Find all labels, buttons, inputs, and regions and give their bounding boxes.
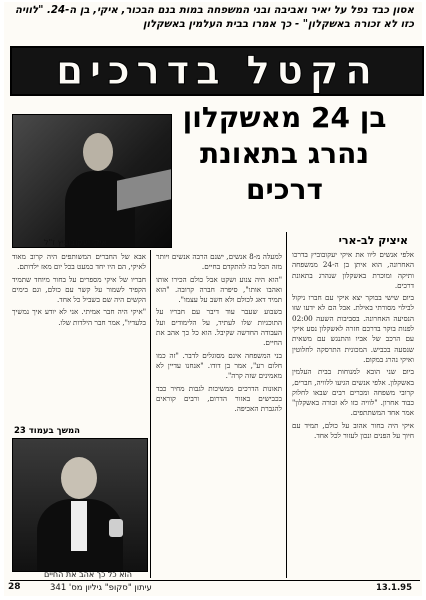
publication-date: 13.1.95: [375, 583, 412, 593]
header-line-1: אסון כבד נפל על יאיר ואביבה ובני המשפחה במות בנם הבכור, איקי, בן ה-24. "לוויה: [15, 5, 414, 16]
article-column-right: [292, 250, 414, 576]
paragraph: אלפי אנשים ליוו את איקי יעקובוביץ בדרכו האחרונה, הוא איתן בן ה-24 ממשפחה ותיקה ומוכרת באשקלון שנהרג בתאונת דרכים.: [292, 250, 414, 290]
page-footer: [10, 580, 420, 595]
paragraph: ביום שני הובא למנוחות בבית העלמין באשקלון. אלפי אנשים הגיעו ללוויה, חברים, קרובי משפחה ומכרים רבים שבאו לחלוק כבוד אחרון. "לוויה כזו לא זכורה באשקלון" אמר אחד המשתתפים.: [292, 367, 414, 418]
paragraph: "איקי היה חבר אמיתי. אני לא יודע איך נמשיך בלעדיו", אמר חבר הילדות שלו.: [12, 307, 146, 327]
column-divider: [286, 232, 287, 578]
second-photo: [12, 438, 148, 572]
headline-line-3: דרכים: [246, 173, 323, 206]
paragraph: למעלה מ-8 אנשים, ישנם הרבה אנשים ויותר מזה הכל בה להתקדם בחיים.: [156, 252, 282, 272]
article-column-left: [12, 252, 146, 420]
portrait-photo: [12, 114, 172, 248]
paragraph: תאונות הדרכים ממשיכות לגבות מחיר כבד בכבישים באזור הדרום, ורבים קוראים להגברת האכיפה.: [156, 383, 282, 414]
article-column-middle: [156, 252, 282, 578]
header-line-2: כזו לא זכורה באשקלון" - כך אמרו בבית העלמין באשקלון: [143, 19, 414, 30]
banner-title: הקטל בדרכים: [55, 48, 379, 94]
continued-note: המשך בעמוד 23: [14, 426, 81, 436]
header-intro: [14, 4, 414, 40]
page-number: 28: [8, 582, 21, 592]
headline-line-1: בן 24 מאשקלון: [182, 101, 387, 134]
paragraph: חבריו של איקי מספרים על בחור מיוחד שתמיד הקפיד לשמור על קשר עם כולם, וגם בימים הקשים היה שם בשביל כל אחד.: [12, 274, 146, 305]
paragraph: אבא של החברים המשותפים היה קרוב מאוד לאיקי, הם היו יחד כמעט בכל יום מאז ילדותם.: [12, 252, 146, 272]
paragraph: בני המשפחה אינם מסוגלים לדבר. "זה כמו חלום רע", אמר בן דודו. "אנחנו עדיין לא מאמינים שזה קרה".: [156, 350, 282, 381]
paragraph: ביום שישי בבוקר יצא איקי עם חברו ניקול לבילוי מסורתי באילת. אבל הם לא ידעו שזו הנסיעה האחרונה. בסביבות השעה 02:00 לפנות בוקר בדרכם חזרה לאשקלון נסע איקי עם הרכב של אביו והתנגש עם משאית שנסעה בכביש. המכונית התרסקה לחלוטין ואיקי נהרג במקום.: [292, 293, 414, 364]
photo-caption-2: הוא כל כך אהב את החיים: [44, 570, 132, 579]
headline-line-2: נהרג בתאונת: [199, 137, 370, 170]
paragraph: בשבוע שעבר עוד דיבר עם חבריו על התוכניות שלו לעתיד, על הלימודים ועל העבודה החדשה שקיבל. הוא כל כך אהב את החיים.: [156, 307, 282, 348]
main-headline: [157, 100, 412, 208]
section-banner: [10, 46, 424, 96]
newspaper-page: [4, 2, 422, 596]
byline: איציק לב-ארי: [338, 234, 408, 247]
paragraph: "הוא היה צנוע ושקט אבל כולם הכירו אותו ואהבו אותו", סיפרה חברה קרובה. "הוא תמיד דאג לכולם ולא חשב על עצמו".: [156, 274, 282, 305]
photo-caption-1: איקי יעקובוביץ ז"ל: [44, 238, 107, 247]
paragraph: איקי היה בחור אהוב על כולם, תמיד עם חיוך על הפנים ונכון לעזור לכל אחד.: [292, 420, 414, 441]
column-divider: [150, 250, 151, 578]
source-credit: עיתון "סקופ" גיליון מס' 341: [50, 583, 152, 593]
